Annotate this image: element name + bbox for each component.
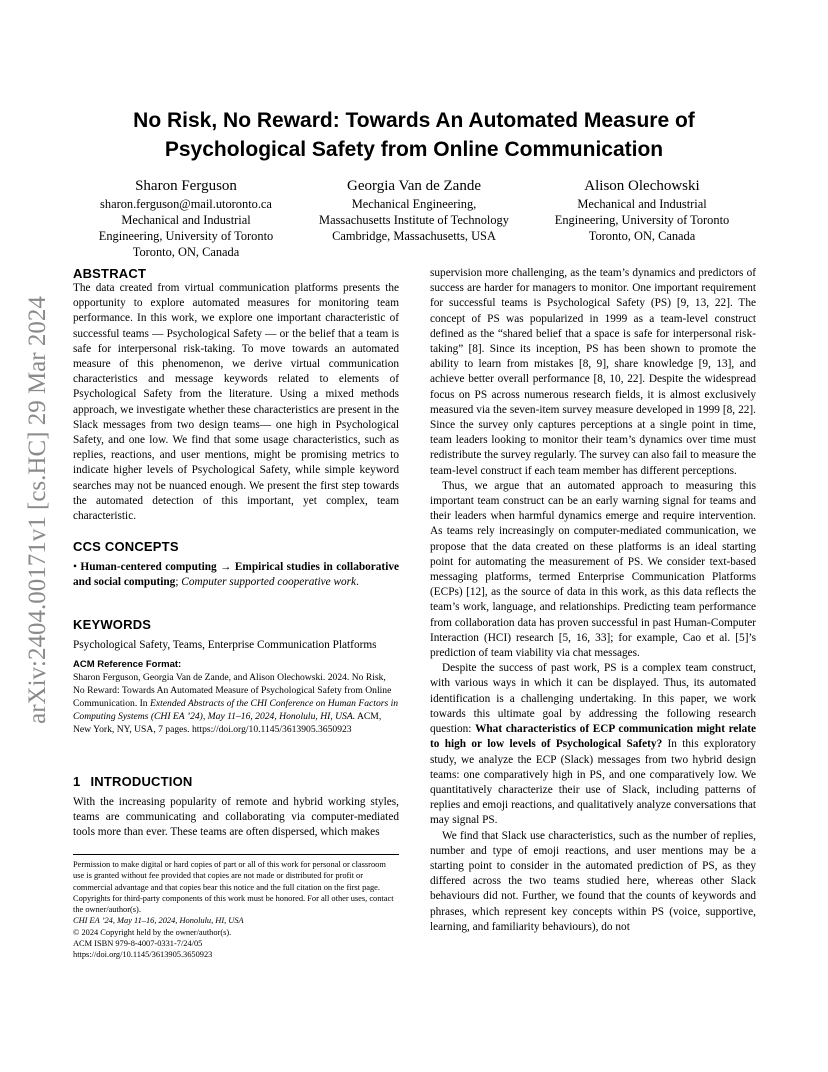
introduction-text: With the increasing popularity of remote and hybrid working styles, teams are communicating and collaborating via computer-mediated tools more than ever. These teams are often dispersed, which makes	[73, 796, 399, 839]
keywords-heading: KEYWORDS	[73, 617, 152, 632]
author-name: Georgia Van de Zande	[347, 178, 481, 194]
arxiv-identifier: arXiv:2404.00171v1 [cs.HC] 29 Mar 2024	[24, 296, 51, 724]
permission-text: Permission to make digital or hard copies of part or all of this work for personal or classroom use is granted without fee provided that copies are not made or distributed for profit or commercial advantage and that copies bear this notice and the full citation on the first page. Copyrights for third-party components of this work must be honored. For all other uses, contact the owner/author(s).	[73, 860, 394, 915]
reference-format-section	[73, 659, 399, 736]
arxiv-sidebar	[20, 290, 56, 730]
author-location: Toronto, ON, Canada	[588, 229, 696, 243]
ccs-heading: CCS CONCEPTS	[73, 539, 179, 554]
body-paragraph: We find that Slack use characteristics, such as the number of replies, number and type of emoji reactions, and user mentions may be a starting point to consider in the automated prediction of PS, as they differed across the two teams studied here, whereas other Slack behaviours did not. Further, we found that the counts of keywords and phrases, which represent key concepts within PS (voice, supportive, learning, and familiarity behaviours), do not	[430, 829, 756, 933]
author-location: Toronto, ON, Canada	[132, 245, 240, 259]
author-affiliation: Massachusetts Institute of Technology	[319, 213, 509, 227]
section-title: INTRODUCTION	[90, 774, 193, 789]
abstract-heading: ABSTRACT	[73, 266, 147, 281]
copyright-text: © 2024 Copyright held by the owner/author(s).	[73, 927, 232, 937]
author-2	[300, 176, 528, 260]
author-affiliation: Engineering, University of Toronto	[98, 229, 274, 243]
reference-format-text	[73, 671, 399, 736]
abstract-section	[73, 266, 399, 524]
author-location: Cambridge, Massachusetts, USA	[332, 229, 496, 243]
author-name: Alison Olechowski	[584, 178, 700, 194]
keywords-section	[73, 617, 377, 653]
permission-footnote	[73, 854, 399, 961]
introduction-heading	[73, 774, 399, 789]
ccs-end: .	[356, 576, 359, 589]
paper-title	[72, 106, 756, 164]
body-paragraph: Thus, we argue that an automated approach to measuring this important team construct can be an early warning signal for teams and their leaders when harmful dynamics emerge and require intervention. As teams rely increasingly on computer-mediated communication, we propose that the data created on these platforms is an ideal starting point for automating the measurement of PS. We consider text-based messaging platforms, termed Enterprise Communication Platforms (ECPs) [12], as the source of data in this work, as this data reflects the team’s work, language, and relationships. Predicting team performance from collaboration data has proven successful in past Human-Computer Interaction (HCI) research [5, 16, 33]; for example, Cao et al. [5]’s prediction of team viability via chat messages.	[430, 479, 756, 660]
abstract-text: The data created from virtual communication platforms presents the opportunity to explore automated measures for monitoring team performance. In this work, we explore one important characteristic of successful teams — Psychological Safety — or the belief that a team is safe for interpersonal risk-taking. To move towards an automated measure of this phenomenon, we derive virtual communication characteristics and message keywords related to elements of Psychological Safety from the literature. Using a mixed methods approach, we investigate whether these characteristics are present in the Slack messages from two design teams— one high in Psychological Safety, and one low. We find that some usage characteristics, such as replies, reactions, and user mentions, might be promising metrics to indicate higher levels of Psychological Safety, while simple keyword searches may not be nuanced enough. We present the first step towards the automated detection of this important, yet complex, team characteristic.	[73, 282, 399, 523]
body-paragraph: supervision more challenging, as the team’s dynamics and predictors of success are harder for managers to monitor. One important requirement for successful teams is Psychological Safety (PS) [9, 13, 22]. The concept of PS was popularized in 1999 as a team-level construct defined as the “shared belief that a space is safe for interpersonal risk-taking” [8]. Since its inception, PS has been shown to promote the ability to learn from mistakes [8, 9], share knowledge [9, 13], and achieve better overall performance [8, 10, 22]. Despite the widespread focus on PS across numerous research fields, it is almost exclusively measured via the seven-item survey measure developed in 1999 [8, 22]. Since the survey only captures perceptions at a single point in time, team leaders looking to monitor their team’s dynamics over time must redistribute the survey regularly. The survey can also fail to measure the team-level construct if each team member has different perceptions.	[430, 267, 756, 477]
reference-format-heading: ACM Reference Format:	[73, 659, 182, 670]
paragraph-part: Despite the success of past work, PS is a complex team construct, with various ways in which it can be displayed. Thus, its automated identification is a challenging undertaking. In this paper, we work towards this ultimate goal by addressing the following research question:	[430, 662, 756, 736]
doi-text: https://doi.org/10.1145/3613905.3650923	[73, 950, 213, 960]
author-1	[72, 176, 300, 260]
author-name: Sharon Ferguson	[135, 178, 237, 194]
author-affiliation: Mechanical and Industrial	[121, 213, 251, 227]
reference-part: ACM, New York, NY, USA, 7 pages. https://doi.org/10.1145/3613905.3650923	[73, 711, 382, 735]
reference-venue: Extended Abstracts of the CHI Conference on Human Factors in Computing Systems (CHI EA ’24), May 11–16, 2024, Honolulu, HI, USA.	[73, 698, 399, 722]
ccs-section	[73, 539, 399, 590]
title-line-2: Psychological Safety from Online Communication	[164, 138, 664, 161]
ccs-concept: Human-centered computing → Empirical studies in collaborative and social computing	[73, 561, 399, 589]
author-affiliation: Engineering, University of Toronto	[554, 213, 730, 227]
author-affiliation: Mechanical and Industrial	[577, 197, 707, 211]
research-question: What characteristics of ECP communication might relate to high or low levels of Psychological Safety?	[430, 723, 757, 751]
keywords-text: Psychological Safety, Teams, Enterprise Communication Platforms	[73, 639, 377, 651]
ccs-separator: ;	[175, 576, 182, 589]
introduction-section	[73, 774, 399, 841]
venue-text	[73, 915, 399, 926]
title-line-1: No Risk, No Reward: Towards An Automated Measure of	[133, 109, 695, 132]
venue-italic: CHI EA ’24, May 11–16, 2024, Honolulu, HI, USA	[73, 916, 244, 926]
author-email: sharon.ferguson@mail.utoronto.ca	[100, 197, 272, 211]
ccs-subconcept: Computer supported cooperative work	[181, 576, 357, 589]
ccs-bullet: •	[73, 561, 81, 573]
right-column	[430, 266, 756, 935]
reference-part: Sharon Ferguson, Georgia Van de Zande, and Alison Olechowski. 2024. No Risk, No Reward: Towards An Automated Measure of Psychological Safety from Online Communication. In	[73, 672, 392, 709]
isbn-text: ACM ISBN 979-8-4007-0331-7/24/05	[73, 939, 203, 949]
author-block	[72, 176, 756, 260]
author-affiliation: Mechanical Engineering,	[351, 197, 477, 211]
author-3	[528, 176, 756, 260]
paragraph-part: In this exploratory study, we analyze the ECP (Slack) messages from two hybrid design teams: one comparatively high in PS, and one comparatively low. We quantitatively characterize their use of Slack, including patterns of replies and emoji reactions, and qualitatively analyze conversations that may signal PS.	[430, 738, 756, 827]
section-number: 1	[73, 774, 81, 789]
ccs-text	[73, 560, 399, 590]
body-paragraph	[430, 661, 756, 828]
